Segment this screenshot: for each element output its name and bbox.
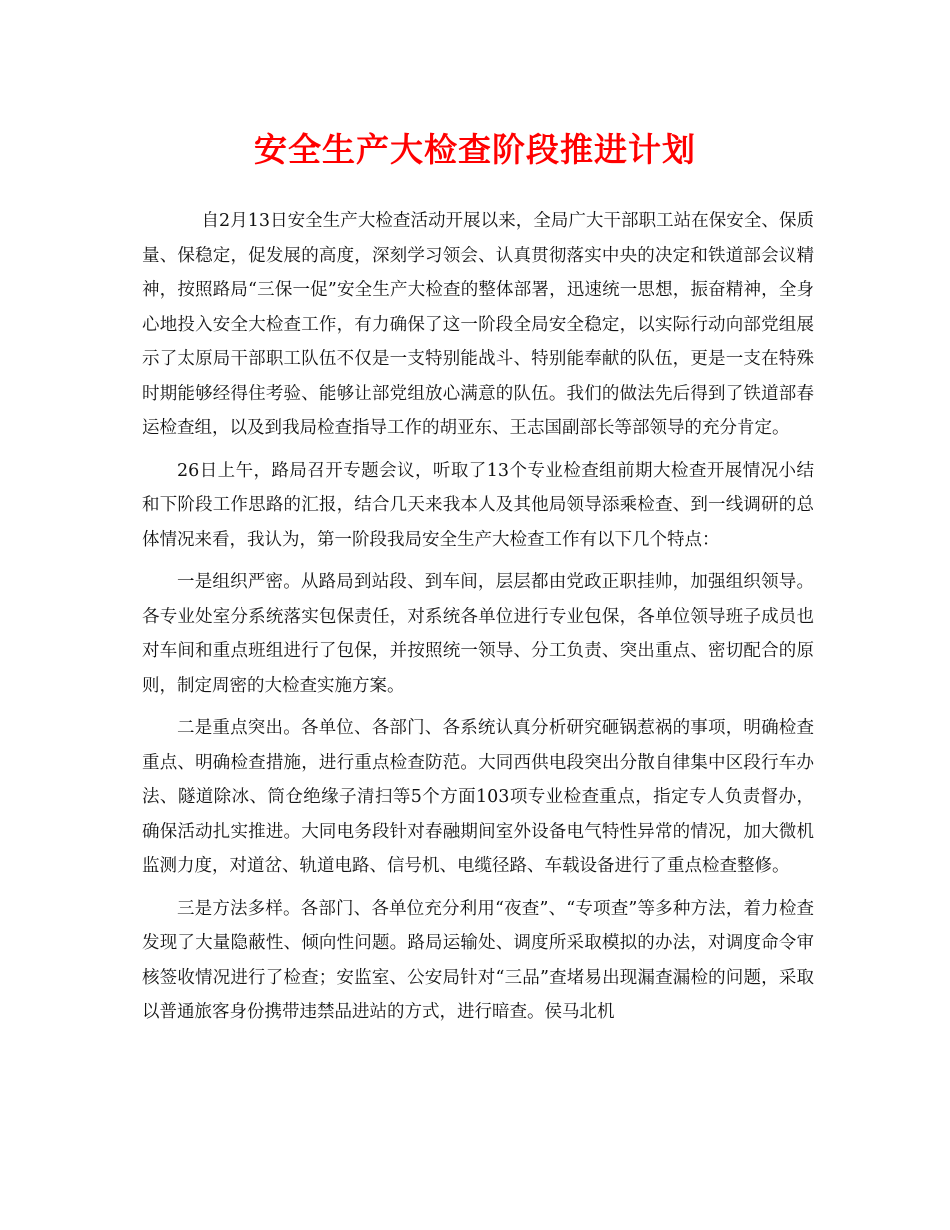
paragraph-intro: 自2月13日安全生产大检查活动开展以来，全局广大干部职工站在保安全、保质量、保稳定，促发展的高度，深刻学习领会、认真贯彻落实中央的决定和铁道部会议精神，按照路局“三保一促”安全生产大检查的整体部署，迅速统一思想，振奋精神，全身心地投入安全大检查工作，有力确保了这一阶段全局安全稳定，以实际行动向部党组展示了太原局干部职工队伍不仅是一支特别能战斗、特别能奉献的队伍，更是一支在特殊时期能够经得住考验、能够让部党组放心满意的队伍。我们的做法先后得到了铁道部春运检查组，以及到我局检查指导工作的胡亚东、王志国副部长等部领导的充分肯定。 — [142, 211, 814, 438]
document-body — [142, 204, 814, 1038]
document-title: 安全生产大检查阶段推进计划 — [254, 130, 696, 169]
paragraph-point-two: 二是重点突出。各单位、各部门、各系统认真分析研究砸锅惹祸的事项，明确检查重点、明确检查措施，进行重点检查防范。大同西供电段突出分散自律集中区段行车办法、隧道除冰、筒仓绝缘子清扫等5个方面103项专业检查重点，指定专人负责督办，确保活动扎实推进。大同电务段针对春融期间室外设备电气特性异常的情况，加大微机监测力度，对道岔、轨道电路、信号机、电缆径路、车载设备进行了重点检查整修。 — [142, 718, 814, 876]
paragraph-point-three: 三是方法多样。各部门、各单位充分利用“夜查”、“专项查”等多种方法，着力检查发现了大量隐蔽性、倾向性问题。路局运输处、调度所采取模拟的办法，对调度命令审核签收情况进行了检查；安监室、公安局针对“三品”查堵易出现漏查漏检的问题，采取以普通旅客身份携带违禁品进站的方式，进行暗查。侯马北机 — [142, 898, 814, 1022]
paragraph-point-one: 一是组织严密。从路局到站段、到车间，层层都由党政正职挂帅，加强组织领导。各专业处室分系统落实包保责任，对系统各单位进行专业包保，各单位领导班子成员也对车间和重点班组进行了包保，并按照统一领导、分工负责、突出重点、密切配合的原则，制定周密的大检查实施方案。 — [142, 572, 814, 696]
paragraph-meeting: 26日上午，路局召开专题会议，听取了13个专业检查组前期大检查开展情况小结和下阶段工作思路的汇报，结合几天来我本人及其他局领导添乘检查、到一线调研的总体情况来看，我认为，第一阶段我局安全生产大检查工作有以下几个特点： — [142, 460, 814, 550]
